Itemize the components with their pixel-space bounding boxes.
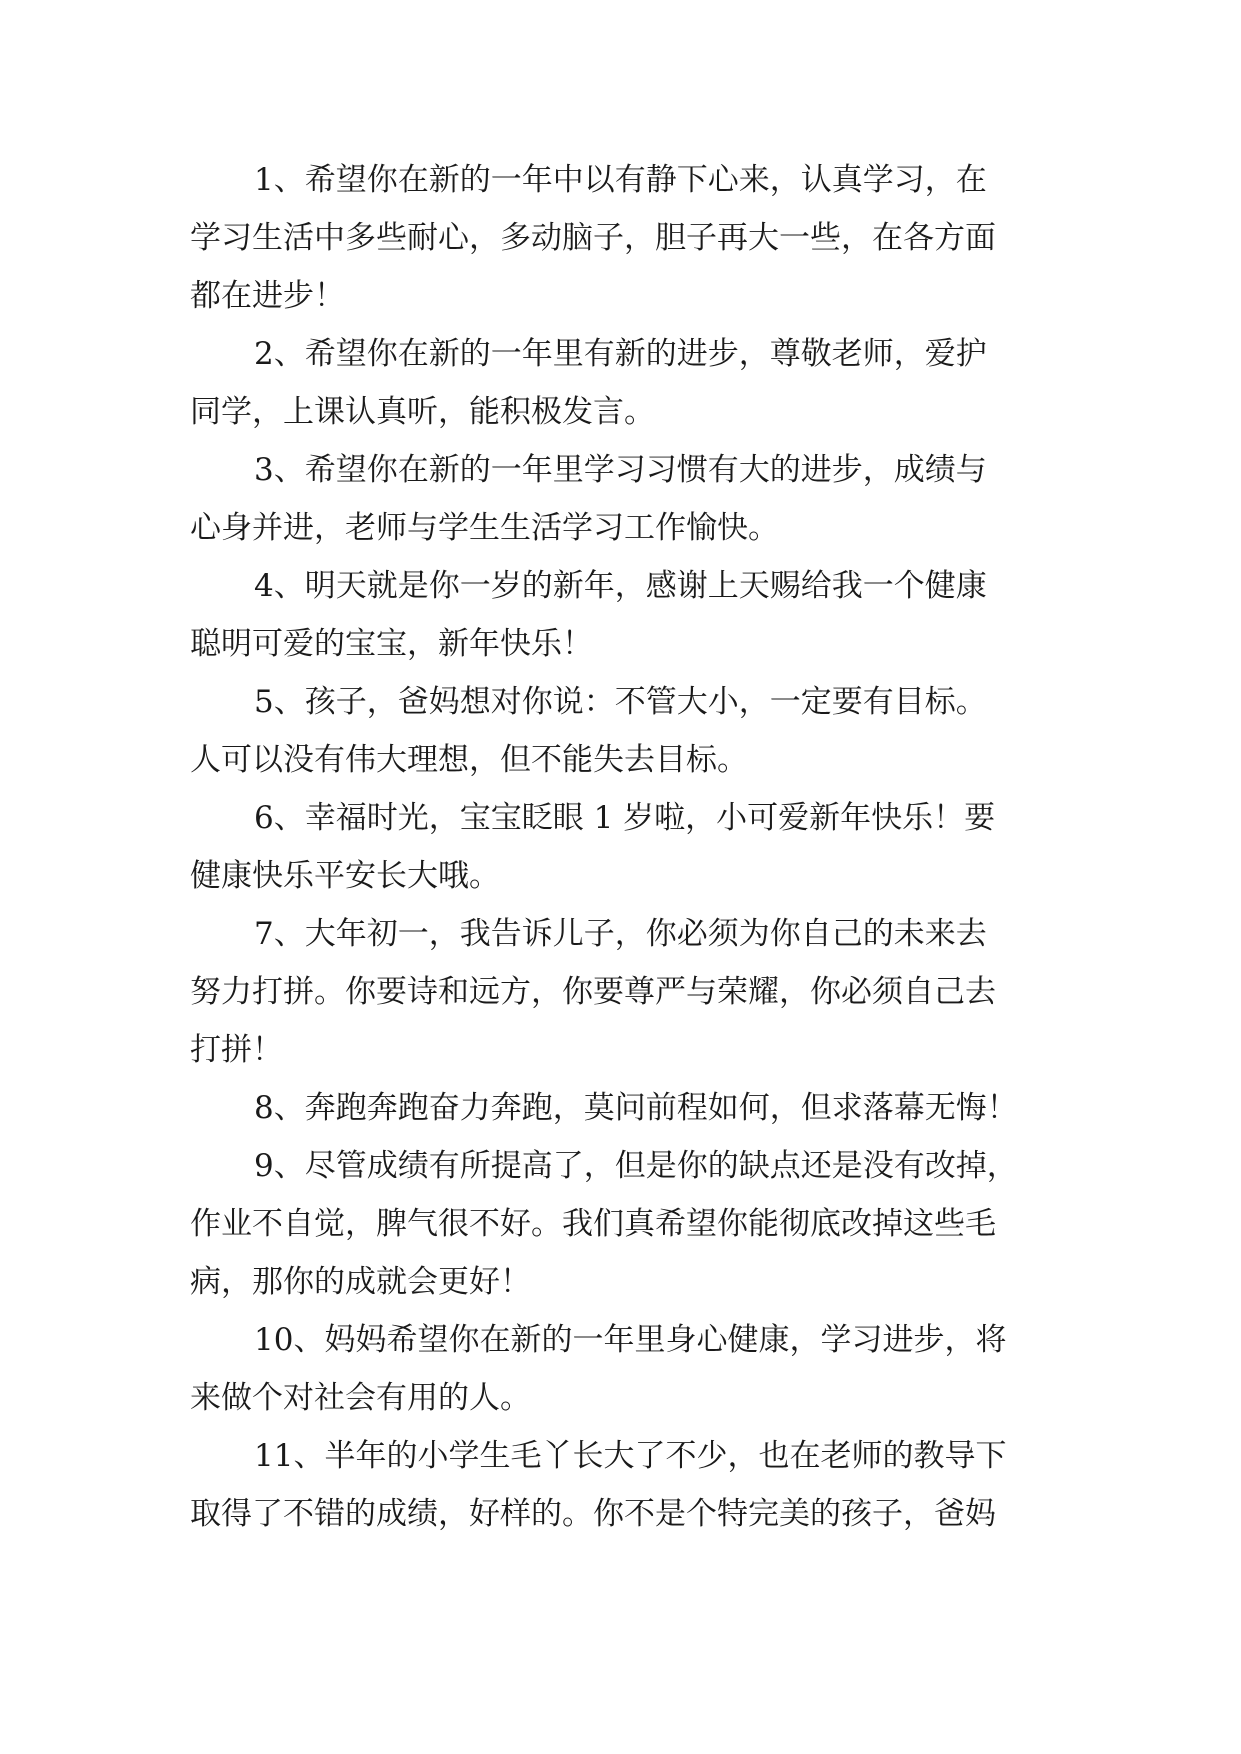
text-line: 同学，上课认真听，能积极发言。	[190, 394, 655, 430]
text-line: 6、幸福时光，宝宝眨眼 1 岁啦，小可爱新年快乐！要	[254, 800, 996, 836]
text-line: 来做个对社会有用的人。	[190, 1380, 531, 1416]
text-line: 1、希望你在新的一年中以有静下心来，认真学习，在	[254, 162, 987, 198]
text-line: 2、希望你在新的一年里有新的进步，尊敬老师，爱护	[254, 336, 987, 372]
text-line: 取得了不错的成绩，好样的。你不是个特完美的孩子，爸妈	[190, 1496, 996, 1532]
text-line: 4、明天就是你一岁的新年，感谢上天赐给我一个健康	[254, 568, 987, 604]
text-line: 学习生活中多些耐心，多动脑子，胆子再大一些，在各方面	[190, 220, 996, 256]
text-line: 7、大年初一，我告诉儿子，你必须为你自己的未来去	[254, 916, 987, 952]
text-line: 人可以没有伟大理想，但不能失去目标。	[190, 742, 748, 778]
text-line: 打拼！	[190, 1032, 283, 1068]
text-line: 努力打拼。你要诗和远方，你要尊严与荣耀，你必须自己去	[190, 974, 996, 1010]
text-line: 5、孩子，爸妈想对你说：不管大小，一定要有目标。	[254, 684, 987, 720]
text-line: 作业不自觉，脾气很不好。我们真希望你能彻底改掉这些毛	[190, 1206, 996, 1242]
text-line: 健康快乐平安长大哦。	[190, 858, 500, 894]
text-line: 3、希望你在新的一年里学习习惯有大的进步，成绩与	[254, 452, 987, 488]
text-line: 病，那你的成就会更好！	[190, 1264, 531, 1300]
text-line: 11、半年的小学生毛丫长大了不少，也在老师的教导下	[254, 1438, 1007, 1474]
text-line: 聪明可爱的宝宝，新年快乐！	[190, 626, 593, 662]
text-line: 心身并进，老师与学生生活学习工作愉快。	[190, 510, 779, 546]
text-line: 8、奔跑奔跑奋力奔跑，莫问前程如何，但求落幕无悔！	[254, 1090, 1018, 1126]
text-line: 10、妈妈希望你在新的一年里身心健康，学习进步，将	[254, 1322, 1007, 1358]
text-line: 都在进步！	[190, 278, 345, 314]
text-line: 9、尽管成绩有所提高了，但是你的缺点还是没有改掉，	[254, 1148, 1018, 1184]
